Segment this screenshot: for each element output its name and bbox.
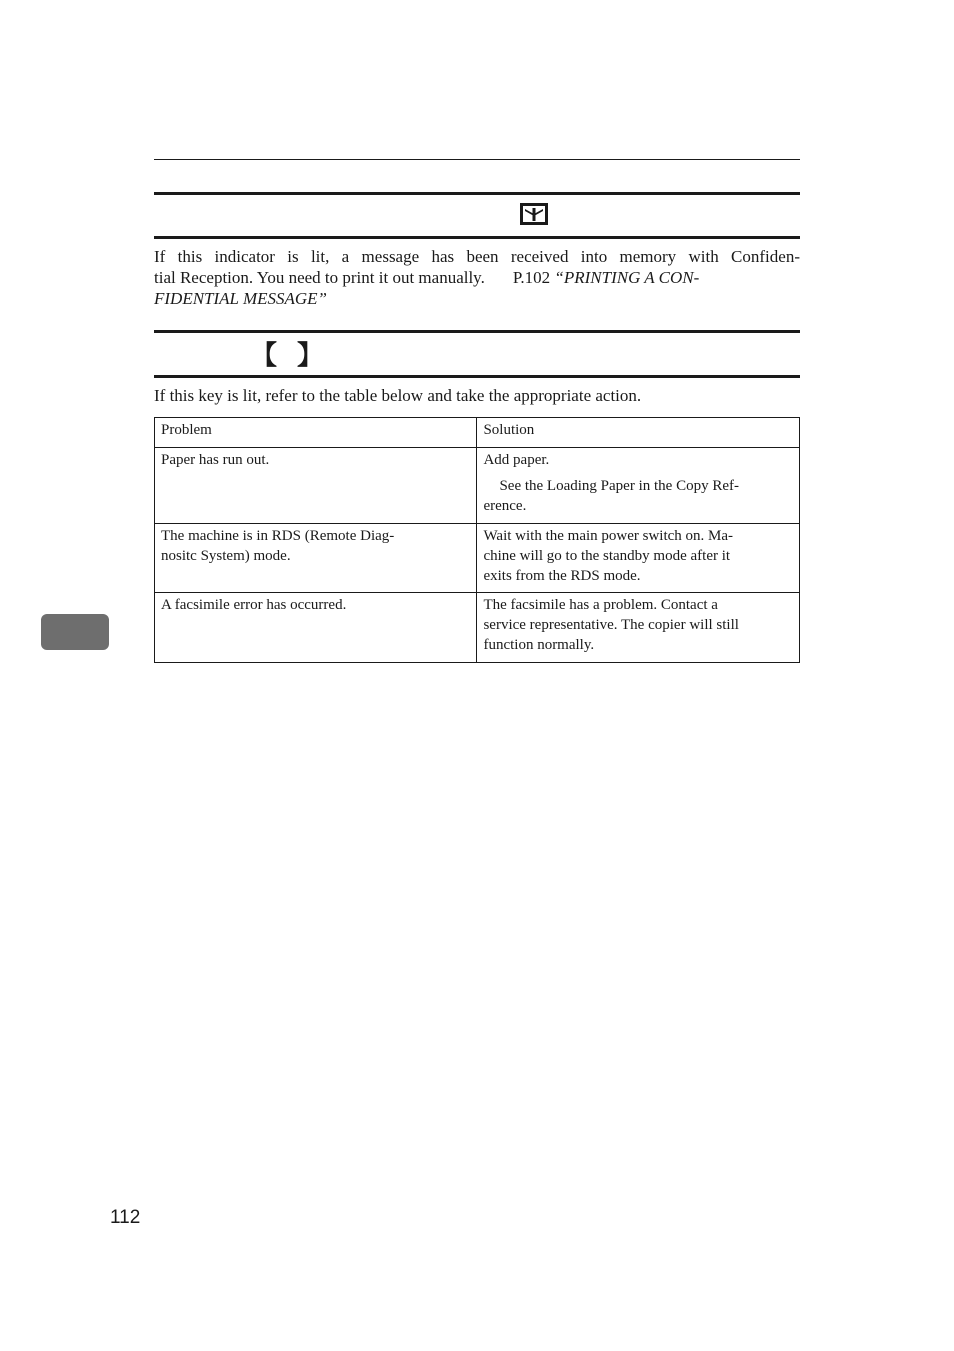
solution-text: Add paper. bbox=[483, 452, 550, 468]
section2-bottom-rule bbox=[154, 375, 800, 378]
key-bracket-right-icon: 】 bbox=[297, 341, 324, 371]
section1-line2-text: tial Reception. You need to print it out manually. bbox=[154, 268, 485, 287]
header-rule bbox=[154, 159, 800, 160]
reference-title-part2[interactable]: FIDENTIAL MESSAGE” bbox=[154, 289, 327, 308]
problem-text: A facsimile error has occurred. bbox=[161, 597, 347, 613]
solution-cell bbox=[477, 593, 800, 663]
confidential-reception-icon bbox=[519, 202, 549, 226]
table-row bbox=[155, 448, 800, 524]
table-row bbox=[155, 593, 800, 663]
table-row bbox=[155, 524, 800, 593]
problem-text-line2: nositc System) mode. bbox=[161, 548, 291, 564]
solution-text-line3: function normally. bbox=[483, 637, 595, 653]
solution-text-line2: chine will go to the standby mode after it bbox=[483, 548, 731, 564]
solution-note-cont: erence. bbox=[483, 498, 527, 514]
solution-text-line2: service representative. The copier will still bbox=[483, 617, 739, 633]
page-number: 112 bbox=[110, 1207, 141, 1228]
section2-intro: If this key is lit, refer to the table below and take the appropriate action. bbox=[154, 386, 642, 405]
problem-cell bbox=[155, 593, 477, 663]
solution-cell bbox=[477, 524, 800, 593]
page-reference-link[interactable]: P.102 bbox=[512, 268, 551, 287]
section1-top-rule bbox=[154, 192, 800, 195]
troubleshooting-table bbox=[154, 417, 800, 663]
section1-line1: If this indicator is lit, a message has been received into memory with Confiden- bbox=[154, 247, 800, 266]
solution-text-line1: Wait with the main power switch on. Ma- bbox=[483, 528, 734, 544]
header-solution: Solution bbox=[477, 418, 800, 448]
problem-cell bbox=[155, 524, 477, 593]
solution-text-line1: The facsimile has a problem. Contact a bbox=[483, 597, 718, 613]
reference-title-part1[interactable]: “PRINTING A CON- bbox=[554, 268, 700, 287]
section1-line2 bbox=[154, 267, 800, 288]
solution-cell bbox=[477, 448, 800, 524]
solution-text-line3: exits from the RDS mode. bbox=[483, 568, 641, 584]
key-bracket-left-icon: 【 bbox=[251, 341, 278, 371]
header-problem: Problem bbox=[155, 418, 477, 448]
problem-text: Paper has run out. bbox=[161, 452, 270, 468]
chapter-tab bbox=[41, 614, 109, 650]
section1-paragraph bbox=[154, 246, 800, 309]
table-header-row bbox=[155, 418, 800, 448]
problem-text-line1: The machine is in RDS (Remote Diag- bbox=[161, 528, 395, 544]
solution-note: See the Loading Paper in the Copy Ref- bbox=[499, 478, 739, 494]
problem-cell bbox=[155, 448, 477, 524]
section1-bottom-rule bbox=[154, 236, 800, 239]
section2-top-rule bbox=[154, 330, 800, 333]
